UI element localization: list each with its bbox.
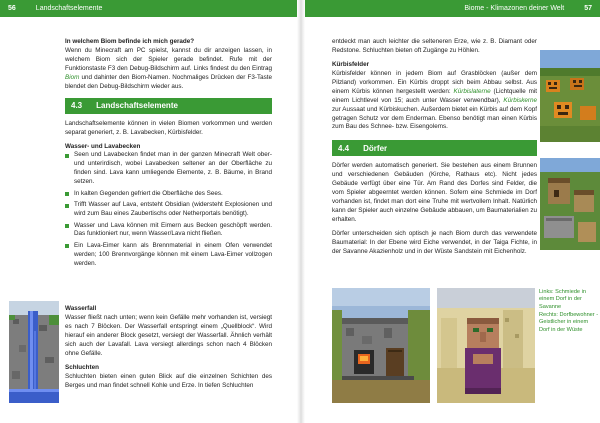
ravines-continuation: entdeckt man auch leichter die selteneren Erze, wie z. B. Diamant oder Redstone. Schluchten bieten oft Zugänge zu Höhlen. — [332, 38, 537, 54]
pumpkin-heading: Kürbisfelder — [332, 60, 370, 68]
pumpkin-text-a: Kürbisfelder können in jedem Biom auf Grasblöcken (außer dem Pilzland) vorkommen. Ein Kürbis droppt sich beim Abbau selbst. Aus einem Kürbis können hergestellt werden: — [332, 69, 537, 95]
waterfall-heading: Wasserfall — [65, 305, 97, 312]
pumpkin-field-image — [540, 50, 600, 142]
biome-text-a: Wenn du Minecraft am PC spielst, kannst du dir anzeigen lassen, in welchem Biom sich der Spieler gerade befindet. Rufe mit der Funktionstaste F3 den Debug-Bildschirm auf. Links findest du den Eintrag — [65, 46, 272, 72]
village-paragraph-1: Dörfer werden automatisch generiert. Sie bestehen aus einem Brunnen und verschiedenen Gebäuden (Kirche, Rathaus etc). Nicht jedes Gebäude verfügt über eine Tür. Am Rand des Dorfes sind Felder, die vom Spieler abgeerntet werden können. Sofern eine Schmiede im Dorf vorhanden ist, findet man dort eine Truhe mit wertvollem Inhalt. Natürlich kann der Spieler auch einzelne Gebäude abbauen, um Baumaterialien zu erhalten. — [332, 162, 537, 223]
biome-heading: In welchem Biom befinde ich mich gerade? — [65, 38, 195, 45]
biome-term: Biom — [65, 73, 80, 81]
right-running-title: Biome - Klimazonen deiner Welt — [464, 4, 565, 12]
left-page-number: 56 — [8, 4, 16, 12]
villager-priest-image — [437, 288, 535, 403]
left-column — [65, 38, 272, 271]
section-4-4-number: 4.4 — [338, 143, 350, 153]
water-lava-list — [65, 151, 272, 268]
water-lava-heading: Wasser- und Lavabecken — [65, 142, 141, 150]
list-item: Trifft Wasser auf Lava, entsteht Obsidian (widersteht Explosionen und wird zum Bau eines Zaubertischs oder Netherportals benötigt). — [65, 201, 272, 219]
biome-text-b: und dahinter den Biom-Namen. Nochmaliges Drücken der F3-Taste blendet den Debug-Bildschirm wieder aus. — [65, 73, 272, 90]
village-overview-image — [540, 158, 600, 250]
left-column-lower — [65, 305, 272, 395]
list-item: Ein Lava-Eimer kann als Brennmaterial in einem Ofen verwendet werden; 100 Brennvorgänge können mit einem Lava-Eimer vollzogen werden. — [65, 242, 272, 269]
blacksmith-image — [332, 288, 430, 403]
right-page — [302, 0, 600, 423]
section-4-4-heading — [332, 140, 537, 156]
ravines-heading: Schluchten — [65, 363, 99, 371]
section-4-3-title: Landschaftselemente — [96, 100, 178, 110]
waterfall-paragraph: Wasser fließt nach unten; wenn kein Gefälle mehr vorhanden ist, versiegt es nach 7 Blöcken. Der Wasserfall entspringt einem „Quellblock“. Wird hierauf ein anderer Block gesetzt, versiegt der Wasserfall. Ähnlich verhält sich auch der Lavafall. Lava versiegt allerdings schon nach 4 Blöcken ohne Gefälle. — [65, 313, 272, 357]
left-running-title: Landschaftselemente — [35, 4, 103, 12]
ravines-paragraph: Schluchten bieten einen guten Blick auf die einzelnen Schichten des Berges und man findet schnell Kohle und Erze. In tiefen Schluchten — [65, 372, 272, 389]
section-4-3-heading — [65, 98, 272, 114]
section-4-4-title: Dörfer — [363, 143, 388, 153]
pumpkin-text-c: zur Aussaat und Kürbiskuchen. Außerdem bietet ein Kürbis auf dem Kopf getragen Schutz vor dem Enderman. Ebenso benötigt man einen Kürbis zum Bau des Schnee- bzw. Eisengolems. — [332, 105, 537, 131]
caption-left: Links: Schmiede in einem Dorf in der Savanne — [539, 289, 586, 310]
section-4-3-intro: Landschaftselemente können in vielen Biomen vorkommen und werden separat generiert, z. B. Lavabecken, Kürbisfelder. — [65, 119, 272, 136]
pumpkin-text-b: (Lichtquelle mit einem Lichtlevel von 15; auch unter Wasser verwendbar), — [332, 87, 538, 104]
right-page-number: 57 — [584, 4, 592, 12]
waterfall-image — [9, 301, 59, 403]
list-item: Wasser und Lava können mit Eimern aus Becken geschöpft werden. Das funktioniert nur, wenn Wasser/Lava nicht fließen. — [65, 222, 272, 240]
right-column — [332, 38, 537, 262]
caption-right: Rechts: Dorfbewohner - Geistlicher in einem Dorf in der Wüste — [539, 312, 599, 333]
list-item: In kalten Gegenden gefriert die Oberfläche des Sees. — [65, 190, 272, 199]
list-item: Seen und Lavabecken findet man in der ganzen Minecraft Welt ober- und unterirdisch, wobei Lavabecken seltener an der Oberfläche zu finden sind. Lava kann umliegende Elemente, z. B. Bäume, in Brand setzen. — [65, 151, 272, 187]
pumpkin-term-lantern: Kürbislaterne — [453, 87, 491, 95]
pumpkin-term-seeds: Kürbiskerne — [503, 96, 537, 104]
pumpkin-paragraph — [332, 70, 537, 133]
right-running-head — [305, 0, 600, 17]
left-running-head — [0, 0, 297, 17]
biome-paragraph — [65, 47, 272, 92]
village-paragraph-2: Dörfer unterscheiden sich optisch je nach Biom durch das verwendete Baumaterial: In der Ebene wird Eiche verwendet, in der Taiga Fichte, in der Savanne Akazienholz und in der Wüste Sandstein mit Eichenholz. — [332, 229, 537, 255]
section-4-3-number: 4.3 — [71, 100, 83, 110]
